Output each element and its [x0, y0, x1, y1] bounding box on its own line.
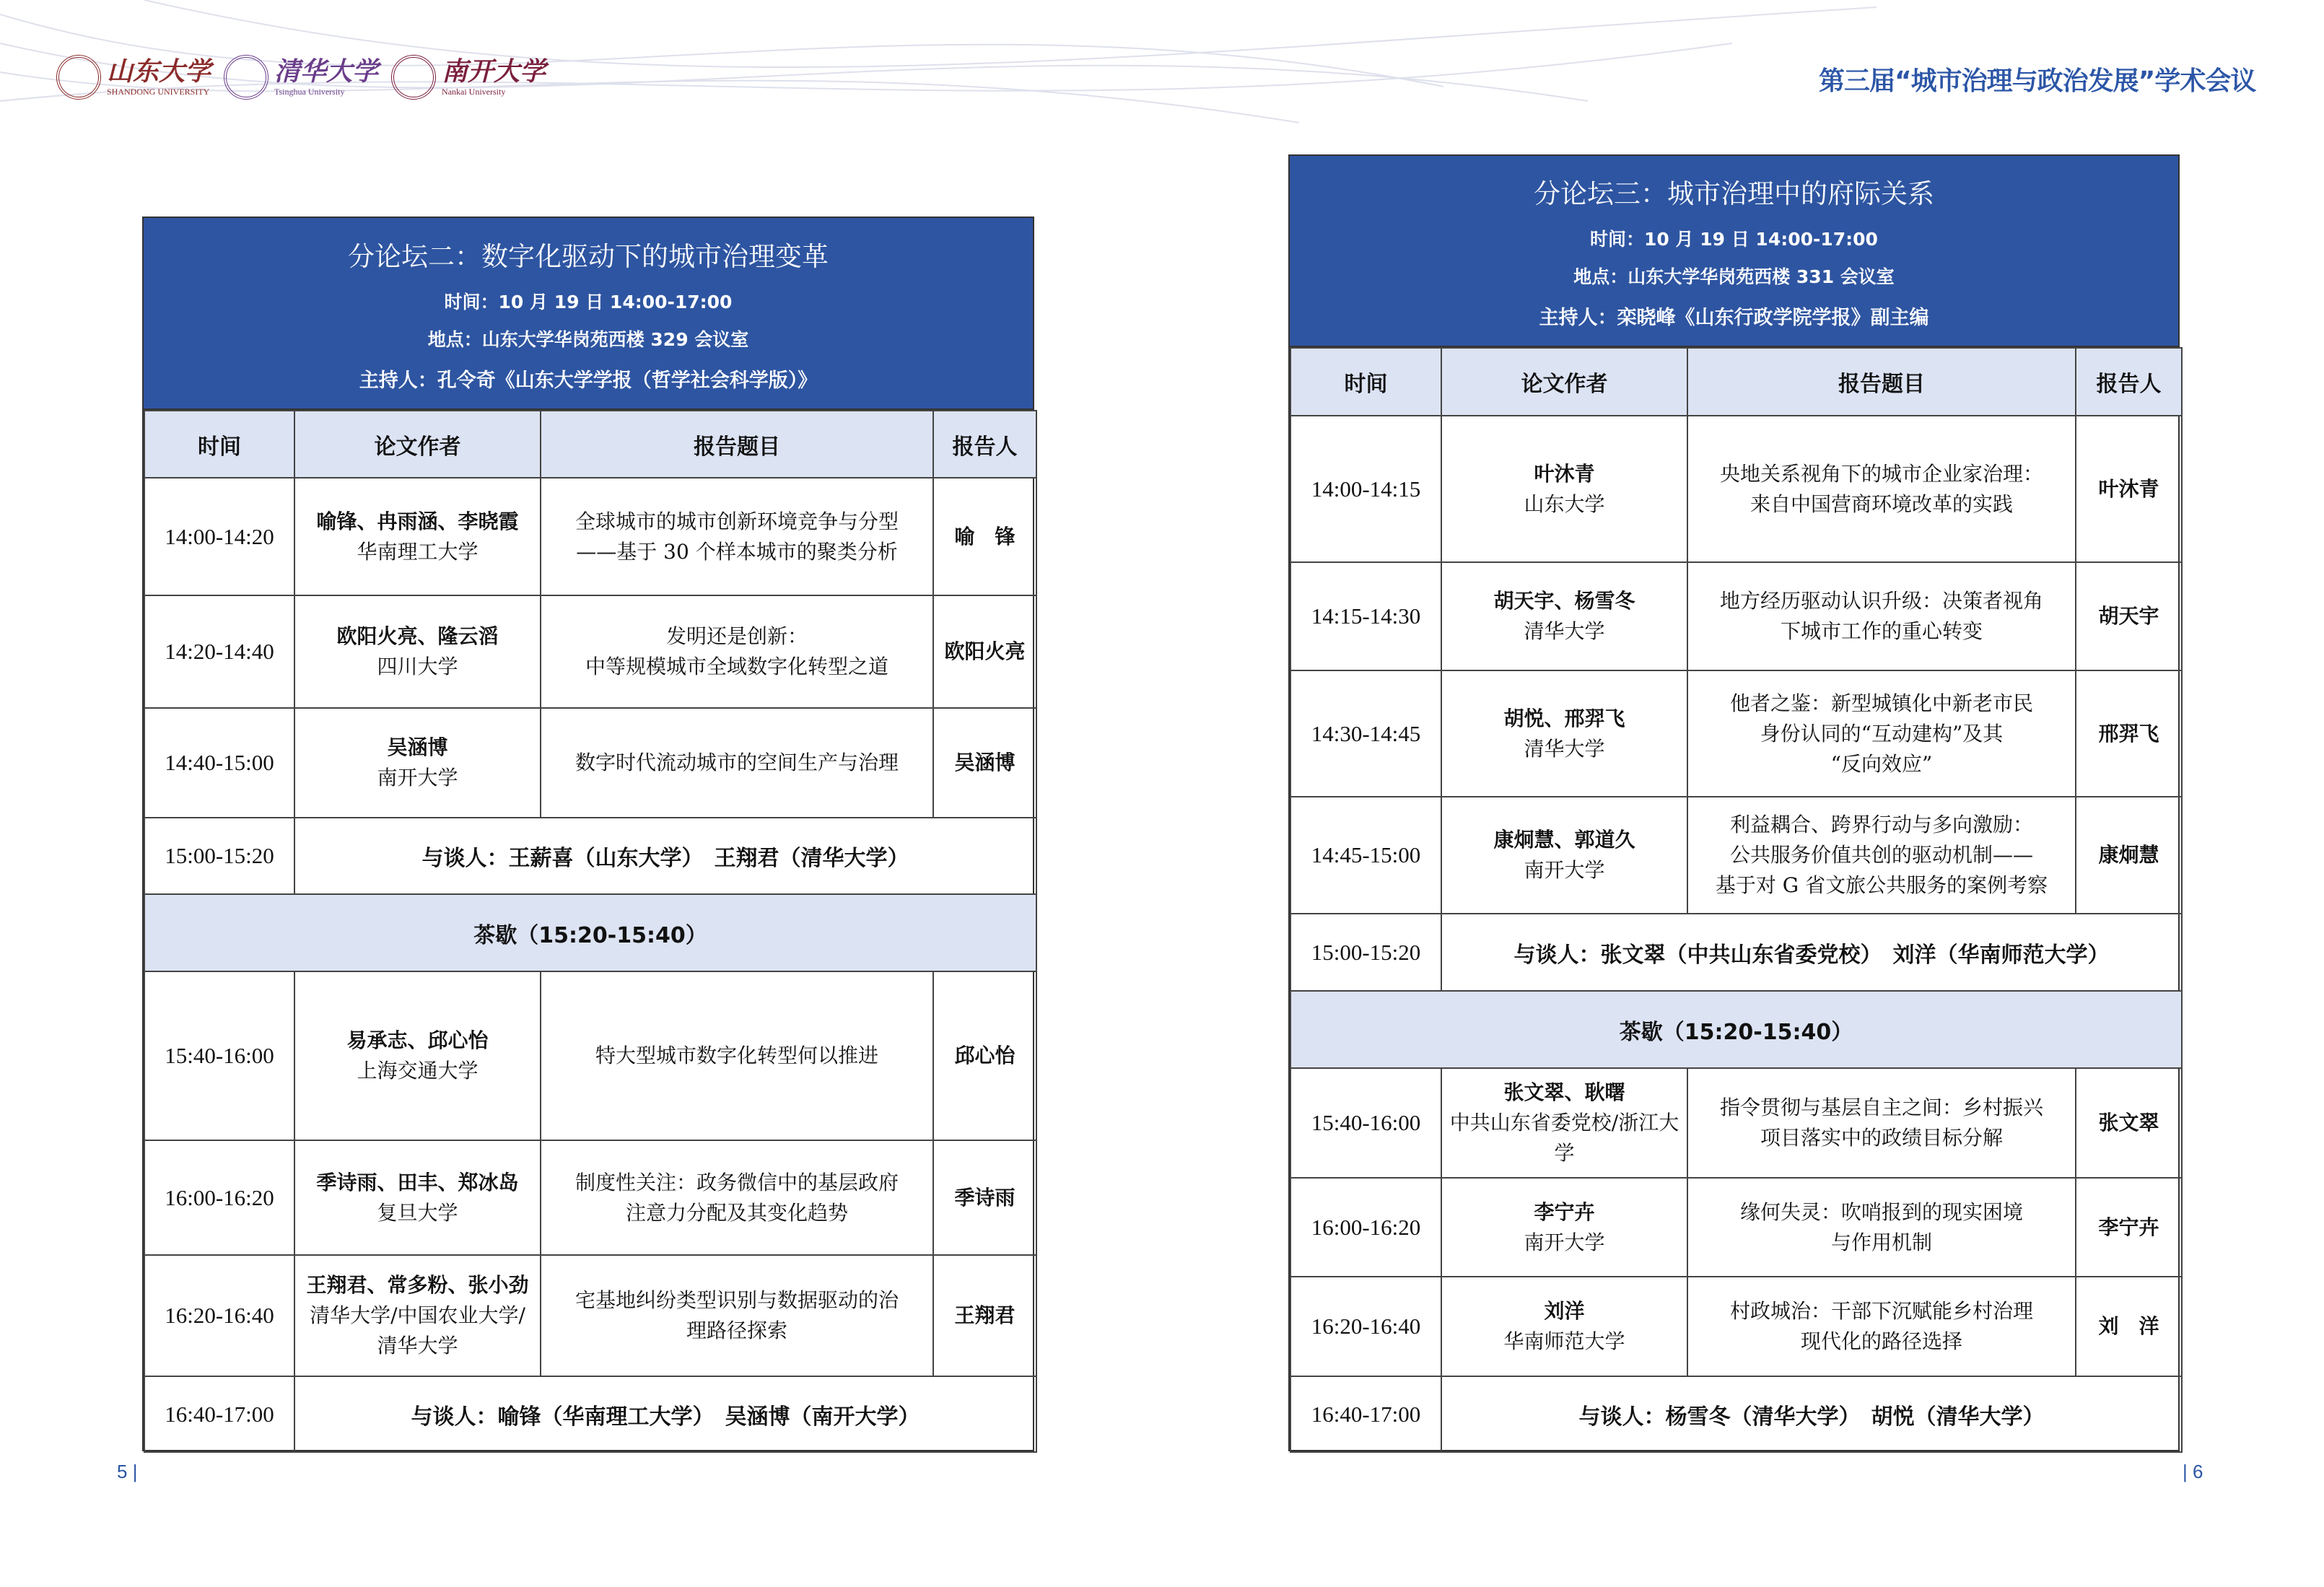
presenter-cell: 王翔君 [933, 1255, 1036, 1376]
report-title-line: 村政城治：干部下沉赋能乡村治理 [1729, 1299, 2033, 1323]
authors: 康炯慧、郭道久 [1493, 828, 1635, 852]
author-cell [1441, 797, 1687, 914]
author-cell [294, 1140, 541, 1255]
report-title-line: 指令贯彻与基层自主之间：乡村振兴 [1719, 1096, 2043, 1119]
report-title-line: 地方经历驱动认识升级：决策者视角 [1719, 589, 2043, 613]
discussants-cell: 与谈人：王薪喜（山东大学） 王翔君（清华大学） [294, 818, 1036, 894]
title-cell [541, 1140, 933, 1255]
report-title-line: 与作用机制 [1830, 1230, 1932, 1254]
affiliation: 华南师范大学 [1503, 1329, 1625, 1353]
title-cell [541, 971, 933, 1140]
report-title-line: 基于对 G 省文旅公共服务的案例考察 [1715, 873, 2048, 897]
university-seal-icon [391, 55, 436, 100]
presenter-cell: 张文翠 [2076, 1068, 2182, 1178]
time-cell: 15:00-15:20 [1290, 914, 1441, 991]
authors: 李宁卉 [1534, 1199, 1595, 1224]
author-cell [294, 708, 541, 818]
time-cell: 16:00-16:20 [1290, 1178, 1441, 1277]
table-row [144, 595, 1036, 708]
author-cell [1441, 562, 1687, 670]
time-cell: 14:20-14:40 [144, 595, 294, 708]
table-row [1290, 416, 2182, 562]
authors: 叶沐青 [1534, 461, 1595, 486]
authors: 季诗雨、田丰、郑冰岛 [316, 1170, 519, 1194]
forum-three-panel [1288, 154, 2180, 1451]
authors: 吴涵博 [387, 735, 448, 759]
affiliation: 南开大学 [377, 766, 458, 790]
time-cell: 14:30-14:45 [1290, 670, 1441, 797]
time-cell: 16:40-17:00 [144, 1376, 294, 1452]
time-cell: 15:00-15:20 [144, 818, 294, 894]
title-cell [541, 595, 933, 708]
table-row [1290, 1068, 2182, 1178]
schedule-table [1290, 347, 2183, 1453]
author-cell [1441, 1277, 1687, 1376]
report-title-line: 发明还是创新： [665, 624, 808, 648]
tea-break-row [144, 894, 1036, 971]
authors: 胡天宇、杨雪冬 [1493, 589, 1635, 613]
title-cell [541, 1255, 933, 1376]
author-cell [1441, 670, 1687, 797]
logo-name-cn: 清华大学 [274, 56, 379, 87]
report-title-line: 公共服务价值共创的驱动机制—— [1729, 843, 2033, 867]
forum-title: 分论坛三：城市治理中的府际关系 [1534, 178, 1934, 209]
affiliation: 清华大学 [1524, 619, 1605, 643]
report-title-line: 中等规模城市全域数字化转型之道 [585, 655, 888, 678]
title-cell [1687, 1277, 2076, 1376]
presenter-cell: 邱心怡 [933, 971, 1036, 1140]
report-title-line: 他者之鉴：新型城镇化中新老市民 [1729, 691, 2033, 715]
affiliation: 山东大学 [1524, 491, 1605, 516]
title-cell [1687, 416, 2076, 562]
tea-break-cell: 茶歇（15:20-15:40） [1290, 991, 2182, 1068]
author-cell [1441, 416, 1687, 562]
schedule-table [144, 410, 1037, 1453]
logo-name-cn: 山东大学 [107, 56, 211, 87]
affiliation: 四川大学 [377, 655, 458, 678]
report-title-line: 项目落实中的政绩目标分解 [1760, 1126, 2003, 1150]
forum-title: 分论坛二：数字化驱动下的城市治理变革 [348, 240, 829, 272]
author-cell [294, 971, 541, 1140]
presenter-cell: 胡天宇 [2076, 562, 2182, 670]
author-cell [1441, 1068, 1687, 1178]
authors: 刘洋 [1544, 1299, 1585, 1323]
column-header: 论文作者 [1441, 348, 1687, 416]
report-title-line: 下城市工作的重心转变 [1780, 619, 1983, 643]
report-title-line: 理路径探索 [686, 1319, 787, 1342]
discussion-row [1290, 1376, 2182, 1452]
discussants-cell: 与谈人：喻锋（华南理工大学） 吴涵博（南开大学） [294, 1376, 1036, 1452]
forum-host: 主持人：栾晓峰《山东行政学院学报》副主编 [1539, 307, 1929, 329]
report-title-line: 制度性关注：政务微信中的基层政府 [575, 1170, 899, 1194]
column-header: 论文作者 [294, 411, 541, 478]
forum-host: 主持人：孔令奇《山东大学学报（哲学社会科学版）》 [359, 369, 818, 392]
presenter-cell: 季诗雨 [933, 1140, 1036, 1255]
time-cell: 14:40-15:00 [144, 708, 294, 818]
conference-title: 第三届“城市治理与政治发展”学术会议 [1819, 66, 2256, 96]
column-header: 时间 [144, 411, 294, 478]
university-seal-icon [224, 55, 268, 100]
table-row [144, 708, 1036, 818]
forum-header [1290, 156, 2178, 347]
time-cell: 14:15-14:30 [1290, 562, 1441, 670]
university-logo [224, 55, 378, 100]
page-number-left: 5 | [117, 1461, 138, 1482]
page-number-right: | 6 [2183, 1461, 2203, 1482]
affiliation: 华南理工大学 [357, 539, 479, 564]
forum-header [144, 218, 1033, 410]
presenter-cell: 欧阳火亮 [933, 595, 1036, 708]
author-cell [294, 478, 541, 595]
report-title-line: 全球城市的城市创新环境竞争与分型 [575, 509, 899, 533]
time-cell: 16:20-16:40 [144, 1255, 294, 1376]
discussion-row [1290, 914, 2182, 991]
presenter-cell: 刘 洋 [2076, 1277, 2182, 1376]
report-title-line: 宅基地纠纷类型识别与数据驱动的治 [575, 1288, 899, 1312]
authors: 欧阳火亮、隆云滔 [336, 624, 499, 648]
tea-break-row [1290, 991, 2182, 1068]
title-cell [1687, 562, 2076, 670]
presenter-cell: 邢羿飞 [2076, 670, 2182, 797]
forum-time: 时间：10 月 19 日 14:00-17:00 [444, 291, 733, 312]
affiliation: 南开大学 [1524, 1230, 1605, 1254]
table-row [1290, 1277, 2182, 1376]
discussion-row [144, 1376, 1036, 1452]
column-header: 报告人 [933, 411, 1036, 478]
author-cell [294, 595, 541, 708]
discussants-cell: 与谈人：杨雪冬（清华大学） 胡悦（清华大学） [1441, 1376, 2182, 1452]
time-cell: 16:40-17:00 [1290, 1376, 1441, 1452]
time-cell: 16:00-16:20 [144, 1140, 294, 1255]
affiliation: 上海交通大学 [357, 1059, 479, 1083]
report-title-line: “反向效应” [1830, 751, 1933, 776]
affiliation: 清华大学 [1524, 736, 1605, 761]
university-logos [56, 55, 546, 100]
time-cell: 14:45-15:00 [1290, 797, 1441, 914]
table-row [1290, 562, 2182, 670]
table-row [1290, 797, 2182, 914]
forum-venue: 地点：山东大学华岗苑西楼 331 会议室 [1573, 266, 1895, 287]
university-logo [56, 55, 211, 100]
author-cell [294, 1255, 541, 1376]
table-row [144, 971, 1036, 1140]
time-cell: 15:40-16:00 [1290, 1068, 1441, 1178]
authors: 易承志、邱心怡 [346, 1028, 489, 1052]
report-title-line: 现代化的路径选择 [1800, 1329, 1962, 1353]
column-header: 时间 [1290, 348, 1441, 416]
time-cell: 14:00-14:15 [1290, 416, 1441, 562]
affiliation: 复旦大学 [377, 1200, 458, 1225]
logo-name-en: Nankai University [442, 87, 506, 97]
discussion-row [144, 818, 1036, 894]
affiliation: 清华大学/中国农业大学/清华大学 [310, 1303, 525, 1358]
table-row [1290, 670, 2182, 797]
column-header: 报告题目 [541, 411, 933, 478]
report-title-line: 缘何失灵：吹哨报到的现实困境 [1739, 1199, 2023, 1224]
affiliation: 南开大学 [1524, 858, 1605, 882]
column-header: 报告题目 [1687, 348, 2076, 416]
title-cell [1687, 670, 2076, 797]
table-row [144, 1140, 1036, 1255]
logo-name-cn: 南开大学 [442, 56, 546, 87]
title-cell [541, 708, 933, 818]
forum-time: 时间：10 月 19 日 14:00-17:00 [1590, 229, 1878, 250]
forum-two-panel [142, 217, 1034, 1451]
report-title-line: 注意力分配及其变化趋势 [625, 1200, 848, 1225]
authors: 喻锋、冉雨涵、李晓霞 [316, 509, 519, 533]
title-cell [1687, 1178, 2076, 1277]
time-cell: 15:40-16:00 [144, 971, 294, 1140]
report-title-line: 身份认同的“互动建构”及其 [1760, 721, 2004, 746]
title-cell [1687, 1068, 2076, 1178]
university-logo [391, 55, 546, 100]
report-title-line: 利益耦合、跨界行动与多向激励： [1729, 813, 2033, 836]
presenter-cell: 喻 锋 [933, 478, 1036, 595]
affiliation: 中共山东省委党校/浙江大学 [1449, 1111, 1679, 1165]
tea-break-cell: 茶歇（15:20-15:40） [144, 894, 1036, 971]
table-header-row [1290, 348, 2182, 416]
authors: 胡悦、邢羿飞 [1503, 706, 1625, 730]
title-cell [541, 478, 933, 595]
column-header: 报告人 [2076, 348, 2182, 416]
logo-name-en: Tsinghua University [274, 87, 345, 97]
logo-name-en: SHANDONG UNIVERSITY [107, 87, 210, 97]
presenter-cell: 李宁卉 [2076, 1178, 2182, 1277]
presenter-cell: 康炯慧 [2076, 797, 2182, 914]
title-cell [1687, 797, 2076, 914]
report-title-line: 来自中国营商环境改革的实践 [1749, 491, 2013, 516]
report-title-line: ——基于 30 个样本城市的聚类分析 [576, 539, 898, 564]
presenter-cell: 叶沐青 [2076, 416, 2182, 562]
table-row [1290, 1178, 2182, 1277]
author-cell [1441, 1178, 1687, 1277]
table-row [144, 1255, 1036, 1376]
university-seal-icon [56, 55, 101, 100]
presenter-cell: 吴涵博 [933, 708, 1036, 818]
report-title-line: 央地关系视角下的城市企业家治理： [1719, 461, 2043, 486]
authors: 王翔君、常多粉、张小劲 [306, 1273, 529, 1297]
time-cell: 14:00-14:20 [144, 478, 294, 595]
table-header-row [144, 411, 1036, 478]
discussants-cell: 与谈人：张文翠（中共山东省委党校） 刘洋（华南师范大学） [1441, 914, 2182, 991]
report-title-line: 特大型城市数字化转型何以推进 [595, 1044, 878, 1067]
authors: 张文翠、耿曙 [1503, 1080, 1625, 1104]
table-row [144, 478, 1036, 595]
report-title-line: 数字时代流动城市的空间生产与治理 [575, 751, 899, 774]
forum-venue: 地点：山东大学华岗苑西楼 329 会议室 [427, 328, 749, 350]
time-cell: 16:20-16:40 [1290, 1277, 1441, 1376]
